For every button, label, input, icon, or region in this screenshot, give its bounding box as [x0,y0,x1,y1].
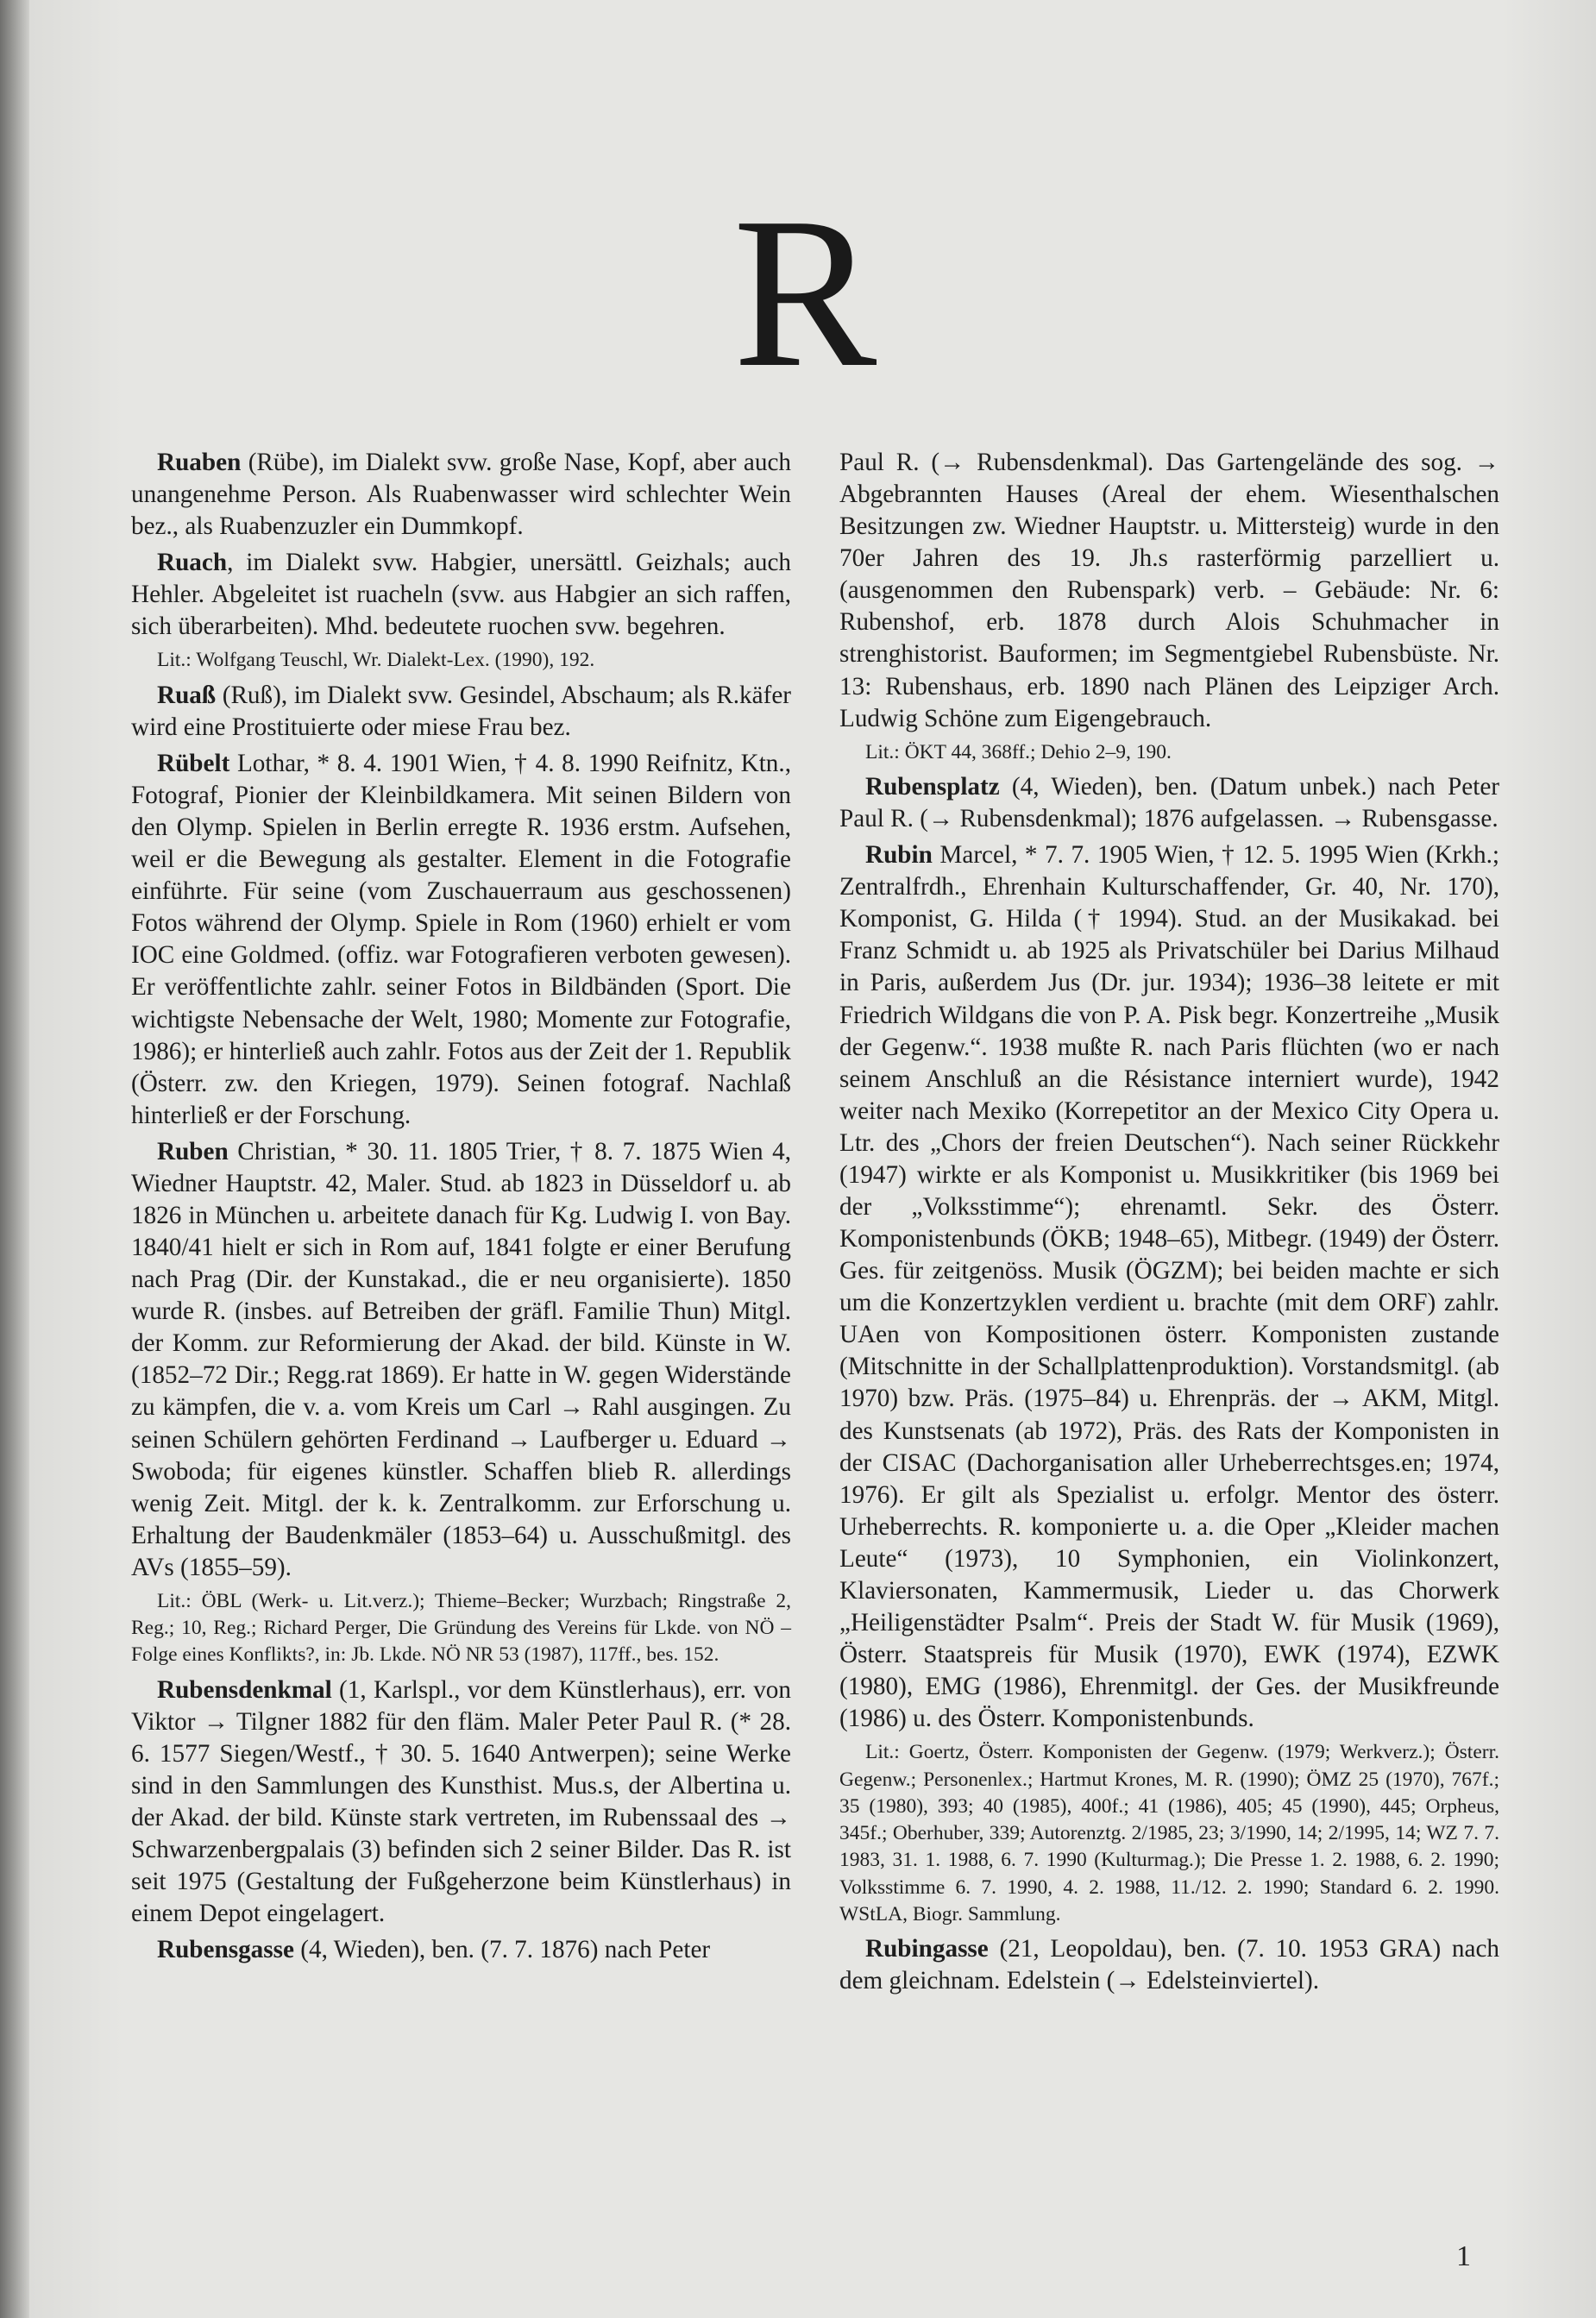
entry-headword: Rubensdenkmal [157,1675,332,1704]
entry-headword: Ruaben [157,449,242,476]
lexicon-entry [131,1674,791,1931]
page-number: 1 [1456,2240,1471,2272]
entry-body: , im Dialekt svw. Habgier, unersättl. Geizhals; auch Hehler. Abgeleitet ist ruacheln (svw. aus Habgier an sich raffen, sich überarbeiten). Mhd. bedeutete ruochen svw. begehren. [131,549,791,641]
entry-body: (Rübe), im Dialekt svw. große Nase, Kopf, aber auch unangenehme Person. Als Ruabenwasser wird schlechter Wein bez., als Ruabenzuzler ein Dummkopf. [131,449,791,541]
literature-reference: Lit.: Goertz, Österr. Komponisten der Gegenw. (1979; Werkverz.); Österr. Gegenw.; Personenlex.; Hartmut Krones, M. R. (1990); ÖMZ 25 (1970), 767f.; 35 (1980), 393; 40 (1985), 400f.; 41 (1986), 405; 45 (1990), 445; Orpheus, 345f.; Oberhuber, 339; Autorenztg. 2/1985, 23; 3/1990, 14; 2/1995, 14; WZ 7. 7. 1983, 31. 1. 1988, 6. 7. 1990 (Kulturmag.); Die Presse 1. 2. 1988, 6. 2. 1990; Volksstimme 6. 7. 1990, 4. 2. 1988, 11./12. 2. 1990; Standard 6. 2. 1990. WStLA, Biogr. Sammlung. [839,1741,1499,1925]
entry-headword: Rubin [865,841,933,870]
lexicon-entry [839,839,1499,1735]
lexicon-entry [131,748,791,1132]
entry-body: (Ruß), im Dialekt svw. Gesindel, Abschaum; als R.käfer wird eine Prostituierte oder miese Frau bez. [131,681,791,741]
lexicon-entry [131,680,791,744]
literature-reference: Lit.: Wolfgang Teuschl, Wr. Dialekt-Lex. (1990), 192. [157,649,595,672]
lexicon-entry [131,1136,791,1584]
entry-headword: Rübelt [157,749,230,777]
entry-headword: Rubensplatz [865,772,1000,801]
entry-body: Paul R. (→ Rubensdenkmal). Das Gartengelände des sog. → Abgebrannten Hauses (Areal der ehem. Wiesenthalschen Besitzungen zw. Wiedner Hauptstr. u. Mittersteig) wurde in den 70er Jahren des 19. Jh.s rasterförmig parzelliert u. (ausgenommen den Rubenspark) verb. – Gebäude: Nr. 6: Rubenshof, erb. 1878 durch Alois Schuhmacher in strenghistorist. Bauformen; im Segmentgiebel Rubensbüste. Nr. 13: Rubenshaus, erb. 1890 nach Plänen des Leipziger Arch. Ludwig Schöne zum Eigengebrauch. [839,449,1499,732]
entry-body: Christian, * 30. 11. 1805 Trier, † 8. 7. 1875 Wien 4, Wiedner Hauptstr. 42, Maler. Stud. ab 1823 in Düsseldorf u. ab 1826 in München u. arbeitete danach für Kg. Ludwig I. von Bay. 1840/41 hielt er sich in Rom auf, 1841 folgte er einer Berufung nach Prag (Dir. der Kunstakad., die er neu organisierte). 1850 wurde R. (insbes. auf Betreiben der gräfl. Familie Thun) Mitgl. der Komm. zur Reformierung der Akad. der bild. Künste in W. (1852–72 Dir.; Regg.rat 1869). Er hatte in W. gegen Widerstände zu kämpfen, die v. a. vom Kreis um Carl → Rahl ausgingen. Zu seinen Schülern gehörten Ferdinand → Laufberger u. Eduard → Swoboda; für eigenes künstler. Schaffen blieb R. allerdings wenig Zeit. Mitgl. der k. k. Zentralkomm. zur Erforschung u. Erhaltung der Baudenkmäler (1853–64) u. Ausschußmitgl. des AVs (1855–59). [131,1137,791,1581]
entry-body: Marcel, * 7. 7. 1905 Wien, † 12. 5. 1995 Wien (Krkh.; Zentralfrdh., Ehrenhain Kulturschaffender, Gr. 40, Nr. 170), Komponist, G. Hilda († 1994). Stud. an der Musikakad. bei Franz Schmidt u. ab 1925 als Privatschüler bei Darius Milhaud in Paris, außerdem Jus (Dr. jur. 1934); 1936–38 leitete er mit Friedrich Wildgans die von P. A. Pisk begr. Konzertreihe „Musik der Gegenw.“. 1938 mußte R. nach Paris flüchten (wo er nach seinem Anschluß an die Résistance interniert wurde), 1942 weiter nach Mexiko (Korrepetitor an der Mexico City Opera u. Ltr. des „Chors der freien Deutschen“). Nach seiner Rückkehr (1947) wirkte er als Komponist u. Musikkritiker (bis 1969 bei der „Volksstimme“); ehrenamtl. Sekr. des Österr. Komponistenbunds (ÖKB; 1948–65), Mitbegr. (1949) der Österr. Ges. für zeitgenöss. Musik (ÖGZM); bei beiden machte er sich um die Konzertzyklen verdient u. brachte (mit dem ORF) zahlr. UAen von Kompositionen österr. Komponisten zustande (Mitschnitte in der Schallplattenproduktion). Vorstandsmitgl. (ab 1970) bzw. Präs. (1975–84) u. Ehrenpräs. der → AKM, Mitgl. des Kunstsenats (ab 1972), Präs. des Rats der Komponisten in der CISAC (Dachorganisation aller Urheberrechtsges.en; 1974, 1976). Er gilt als Spezialist u. erfolgr. Mentor des österr. Urheberrechts. R. komponierte u. a. die Oper „Kleider machen Leute“ (1973), 10 Symphonien, ein Violinkonzert, Klaviersonaten, Kammermusik, Lieder u. das Chorwerk „Heiligenstädter Psalm“. Preis der Stadt W. für Musik (1969), Österr. Staatspreis für Musik (1970), EWK (1974), EZWK (1980), EMG (1986), Ehrenmitgl. der Ges. der Musikfreunde (1986) u. des Österr. Komponistenbunds. [839,841,1499,1733]
entry-body: (21, Leopoldau), ben. (7. 10. 1953 GRA) nach dem gleichnam. Edelstein (→ Edelsteinviertel). [839,1935,1499,1995]
literature-reference: Lit.: ÖKT 44, 368ff.; Dehio 2–9, 190. [865,740,1172,763]
entry-headword: Ruaß [157,681,217,709]
entry-continuation [839,447,1499,735]
literature-reference: Lit.: ÖBL (Werk- u. Lit.verz.); Thieme–Becker; Wurzbach; Ringstraße 2, Reg.; 10, Reg.; Richard Perger, Die Gründung des Vereins für Lkde. von NÖ – Folge eines Konflikts?, in: Jb. Lkde. NÖ NR 53 (1987), 117ff., bes. 152. [131,1589,791,1667]
lexicon-entry [131,447,791,543]
entry-body: Lothar, * 8. 4. 1901 Wien, † 4. 8. 1990 Reifnitz, Ktn., Fotograf, Pionier der Kleinbildkamera. Mit seinen Bildern von den Olymp. Spielen in Berlin erregte R. 1936 erstm. Aufsehen, weil er die Bewegung als gestalter. Element in die Fotografie einführte. Für seine (vom Zuschauerraum aus geschossenen) Fotos während der Olymp. Spiele in Rom (1960) erhielt er vom IOC eine Goldmed. (offiz. war Fotografieren verboten gewesen). Er veröffentlichte zahlr. seiner Fotos in Bildbänden (Sport. Die wichtigste Nebensache der Welt, 1980; Momente zur Fotografie, 1986); er hinterließ auch zahlr. Fotos aus der Zeit der 1. Republik (Österr. zw. den Kriegen, 1979). Seinen fotograf. Nachlaß hinterließ er der Forschung. [131,749,791,1129]
left-column [131,447,791,1970]
entry-headword: Rubensgasse [157,1936,294,1964]
right-column [839,447,1499,2001]
entry-headword: Ruben [157,1137,229,1165]
lexicon-entry [839,1933,1499,1997]
entry-body: (4, Wieden), ben. (7. 7. 1876) nach Peter [293,1936,711,1964]
section-letter: R [732,173,877,412]
entry-body: (1, Karlspl., vor dem Künstlerhaus), err. von Viktor → Tilgner 1882 für den fläm. Maler Peter Paul R. (* 28. 6. 1577 Siegen/Westf., † 30. 5. 1640 Antwerpen); seine Werke sind in den Sammlungen des Kunsthist. Mus.s, der Albertina u. der Akad. der bild. Künste stark vertreten, im Rubenssaal des → Schwarzenbergpalais (3) befinden sich 2 seiner Bilder. Das R. ist seit 1975 (Gestaltung der Fußgeherzone beim Künstlerhaus) in einem Depot eingelagert. [131,1675,791,1928]
entry-headword: Rubingasse [865,1935,989,1963]
lexicon-entry [131,1934,791,1966]
entry-body: (4, Wieden), ben. (Datum unbek.) nach Peter Paul R. (→ Rubensdenkmal); 1876 aufgelassen. → Rubensgasse. [839,772,1499,833]
entry-headword: Ruach [157,549,228,577]
lexicon-entry [839,771,1499,835]
lexicon-entry [131,547,791,643]
